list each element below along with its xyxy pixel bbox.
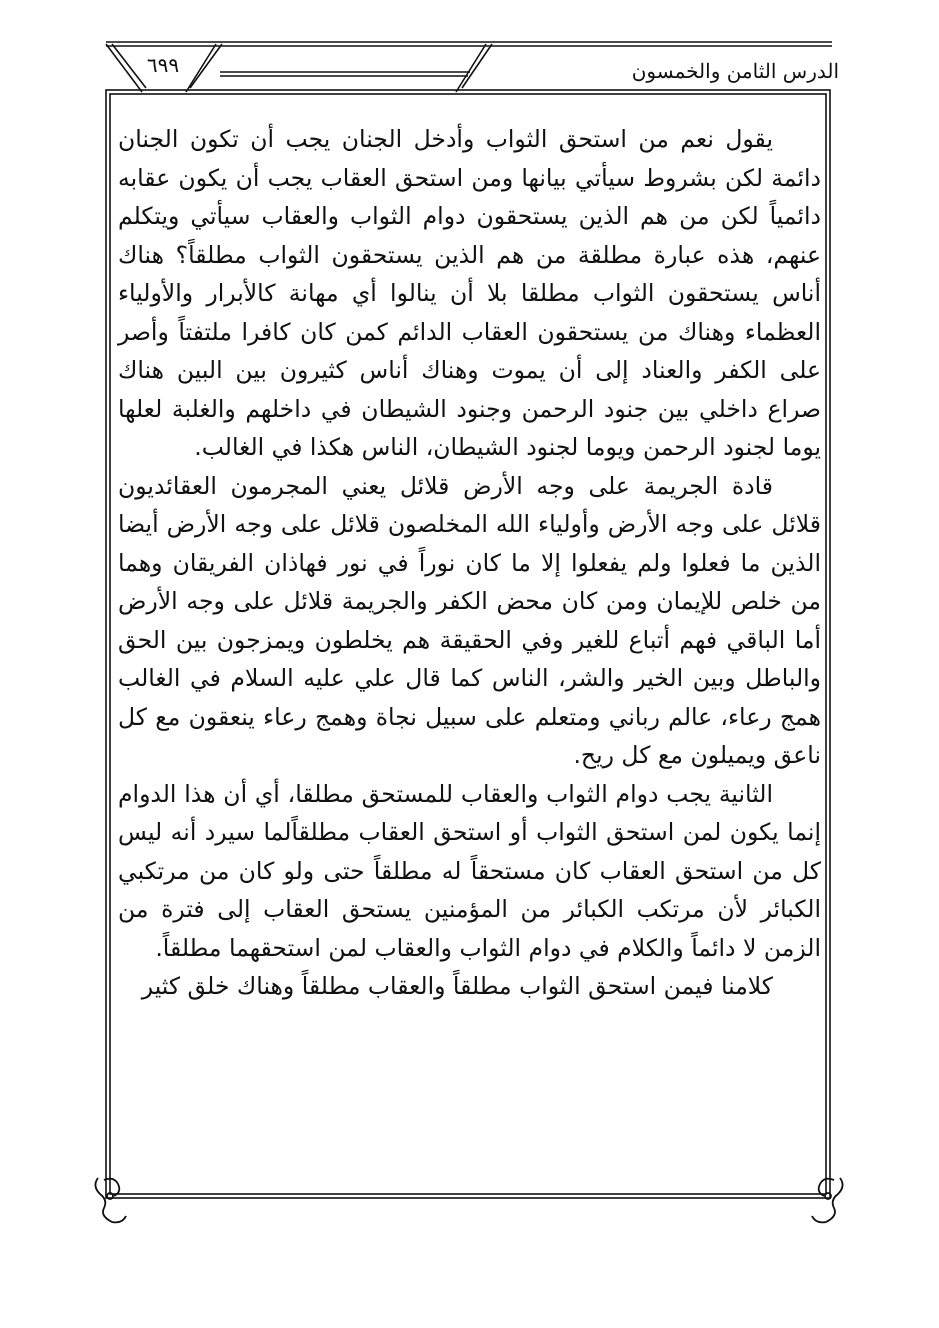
page-body-text (118, 120, 821, 1182)
running-header-title: الدرس الثامن والخمسون (631, 59, 839, 83)
page-number: ٦٩٩ (146, 53, 180, 77)
paragraph: الثانية يجب دوام الثواب والعقاب للمستحق مطلقا، أي أن هذا الدوام إنما يكون لمن استحق الثواب أو استحق العقاب مطلقاًلما سيرد أنه ليس كل من استحق العقاب كان مستحقاً له مطلقاً حتى ولو كان من مرتكبي الكبائر لأن مرتكب الكبائر من المؤمنين يستحق العقاب إلى فترة من الزمن لا دائماً والكلام في دوام الثواب والعقاب لمن استحقهما مطلقاً. (118, 779, 821, 962)
paragraph: كلامنا فيمن استحق الثواب مطلقاً والعقاب مطلقاً وهناك خلق كثير (141, 972, 773, 1000)
paragraph: قادة الجريمة على وجه الأرض قلائل يعني المجرمون العقائديون قلائل على وجه الأرض وأولياء الله المخلصون قلائل على وجه الأرض أيضا الذين ما فعلوا ولم يفعلوا إلا ما كان نوراً في نور فهاذان الفريقان وهما من خلص للإيمان ومن كان محض الكفر والجريمة قلائل على وجه الأرض أما الباقي فهم أتباع للغير وفي الحقيقة هم يخلطون ويمزجون بين الحق والباطل وبين الخير والشر، الناس كما قال علي عليه السلام في الغالب همج رعاء، عالم رباني ومتعلم على سبيل نجاة وهمج رعاء ينعقون مع كل ناعق ويميلون مع كل ريح. (118, 471, 821, 769)
paragraph: يقول نعم من استحق الثواب وأدخل الجنان يجب أن تكون الجنان دائمة لكن بشروط سيأتي بيانها ومن استحق العقاب يجب أن يكون عقابه دائمياً لكن من هم الذين يستحقون دوام الثواب والعقاب سيأتي ويتكلم عنهم، هذه عبارة مطلقة من هم الذين يستحقون الثواب مطلقاً؟ هناك أناس يستحقون الثواب مطلقا بلا أن ينالوا أي مهانة كالأبرار والأولياء العظماء وهناك من يستحقون العقاب الدائم كمن كان كافرا ملتفتاً وأصر على الكفر والعناد إلى أن يموت وهناك أناس كثيرون بين البين هناك صراع داخلي بين جنود الرحمن وجنود الشيطان في داخلهم والغلبة لعلها يوما لجنود الرحمن ويوما لجنود الشيطان، الناس هكذا في الغالب. (118, 125, 821, 461)
